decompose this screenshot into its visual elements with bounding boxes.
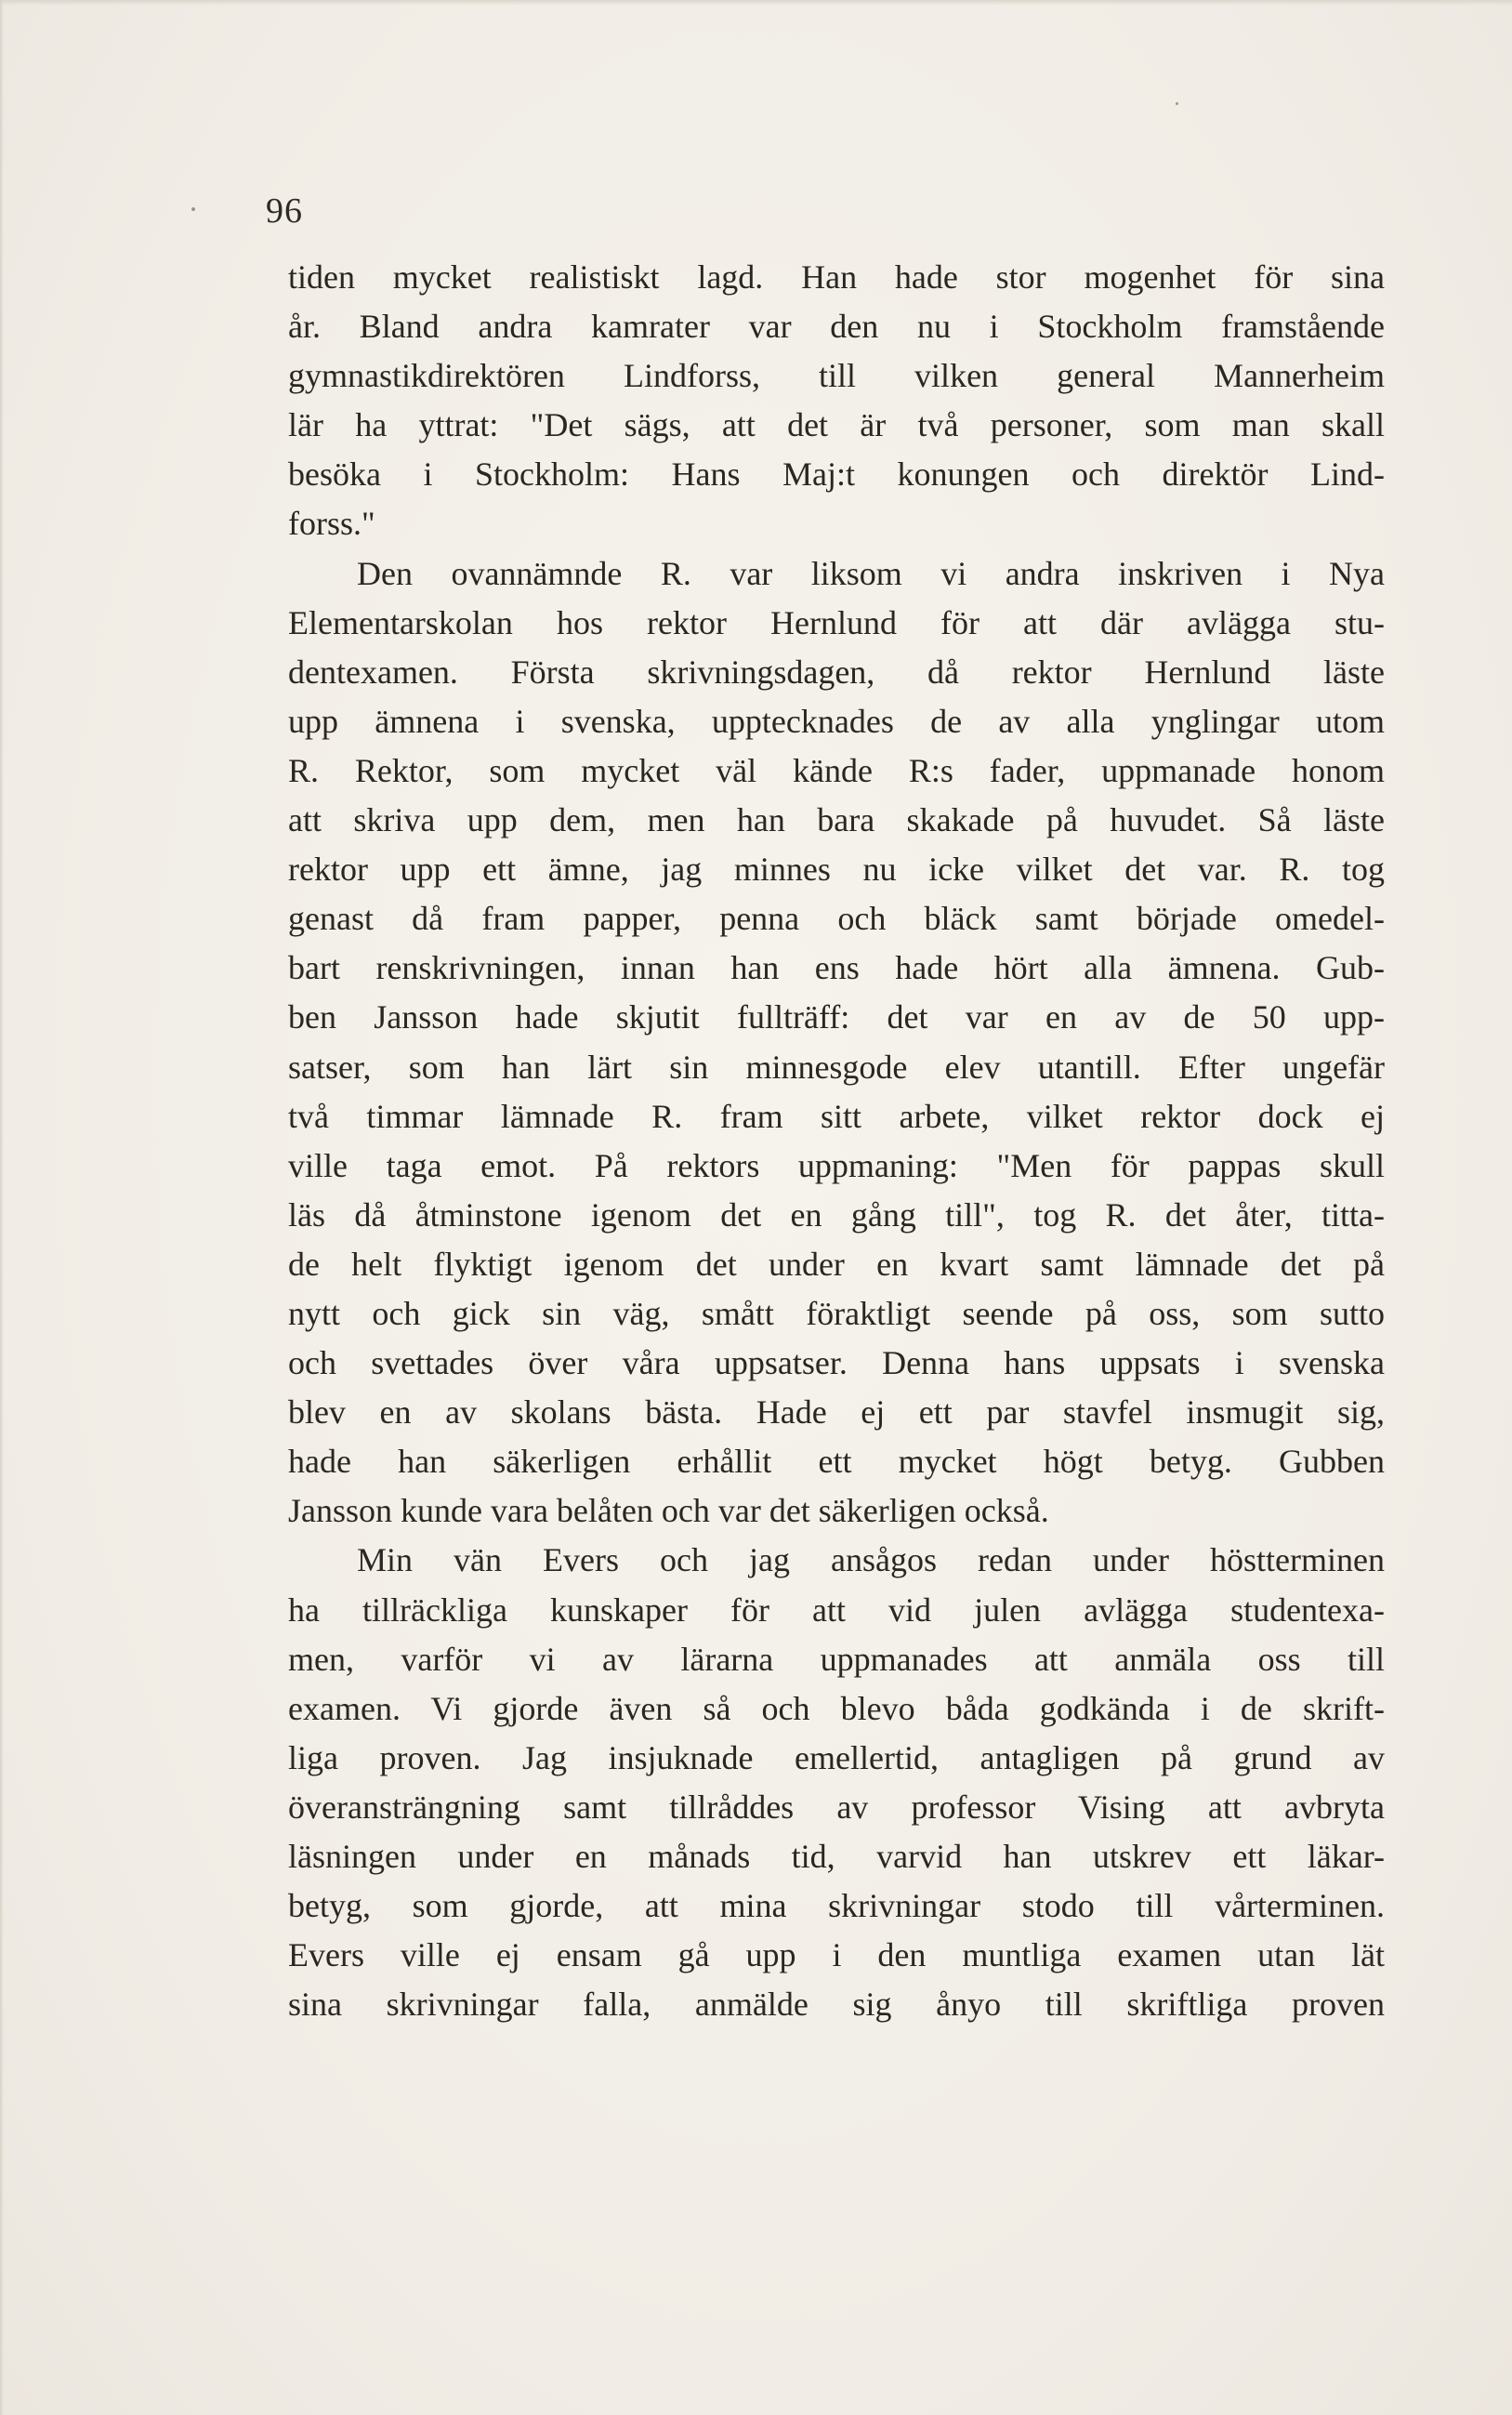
text-line: och svettades över våra uppsatser. Denna hans uppsats i svenska [288, 1344, 1385, 1382]
body-text [288, 253, 1385, 2029]
paper-speck [1176, 102, 1178, 105]
text-line: två timmar lämnade R. fram sitt arbete, vilket rektor dock ej [288, 1097, 1385, 1135]
text-line: nytt och gick sin väg, smått föraktligt seende på oss, som sutto [288, 1294, 1385, 1332]
page-number: 96 [266, 191, 303, 231]
text-line: Min vän Evers och jag ansågos redan under höstterminen [357, 1541, 1385, 1579]
text-line: betyg, som gjorde, att mina skrivningar stodo till vårterminen. [288, 1887, 1385, 1925]
text-line: ville taga emot. På rektors uppmaning: "Men för pappas skull [288, 1146, 1385, 1184]
text-line: men, varför vi av lärarna uppmanades att anmäla oss till [288, 1640, 1385, 1678]
text-line: blev en av skolans bästa. Hade ej ett par stavfel insmugit sig, [288, 1393, 1385, 1432]
text-line: de helt flyktigt igenom det under en kvart samt lämnade det på [288, 1245, 1385, 1283]
top-page-edge [0, 0, 1512, 6]
text-line: läsningen under en månads tid, varvid han utskrev ett läkar- [288, 1838, 1385, 1875]
text-line: tiden mycket realistiskt lagd. Han hade stor mogenhet för sina [288, 258, 1385, 296]
text-line: gymnastikdirektören Lindforss, till vilken general Mannerheim [288, 357, 1385, 395]
text-line: bart renskrivningen, innan han ens hade hört alla ämnena. Gub- [288, 949, 1385, 987]
text-line: Den ovannämnde R. var liksom vi andra inskriven i Nya [357, 554, 1385, 592]
paper-speck [191, 207, 195, 211]
left-page-edge [0, 0, 4, 2415]
text-line: läs då åtminstone igenom det en gång till", tog R. det åter, titta- [288, 1195, 1385, 1234]
text-line: besöka i Stockholm: Hans Maj:t konungen och direktör Lind- [288, 455, 1385, 494]
text-line: satser, som han lärt sin minnesgode elev utantill. Efter ungefär [288, 1048, 1385, 1086]
text-line: ben Jansson hade skjutit fullträff: det var en av de 50 upp- [288, 998, 1385, 1036]
text-line: Evers ville ej ensam gå upp i den muntliga examen utan lät [288, 1936, 1385, 1974]
text-line: liga proven. Jag insjuknade emellertid, antagligen på grund av [288, 1738, 1385, 1776]
text-line: att skriva upp dem, men han bara skakade på huvudet. Så läste [288, 801, 1385, 839]
text-line: examen. Vi gjorde även så och blevo båda godkända i de skrift- [288, 1689, 1385, 1727]
text-line: hade han säkerligen erhållit ett mycket högt betyg. Gubben [288, 1443, 1385, 1481]
text-line: Jansson kunde vara belåten och var det säkerligen också. [288, 1492, 1049, 1530]
text-line: rektor upp ett ämne, jag minnes nu icke vilket det var. R. tog [288, 851, 1385, 889]
text-line: forss." [288, 505, 375, 543]
text-line: Elementarskolan hos rektor Hernlund för att där avlägga stu- [288, 603, 1385, 641]
text-line: genast då fram papper, penna och bläck samt började omedel- [288, 900, 1385, 938]
text-line: upp ämnena i svenska, upptecknades de av alla ynglingar utom [288, 702, 1385, 740]
text-line: ha tillräckliga kunskaper för att vid julen avlägga studentexa- [288, 1590, 1385, 1629]
text-line: dentexamen. Första skrivningsdagen, då rektor Hernlund läste [288, 653, 1385, 691]
text-line: lär ha yttrat: "Det sägs, att det är två personer, som man skall [288, 406, 1385, 444]
text-line: R. Rektor, som mycket väl kände R:s fader, uppmanade honom [288, 751, 1385, 789]
text-line: sina skrivningar falla, anmälde sig ånyo till skriftliga proven [288, 1986, 1385, 2024]
text-line: överansträngning samt tillråddes av professor Vising att avbryta [288, 1788, 1385, 1826]
text-line: år. Bland andra kamrater var den nu i Stockholm framstående [288, 308, 1385, 346]
